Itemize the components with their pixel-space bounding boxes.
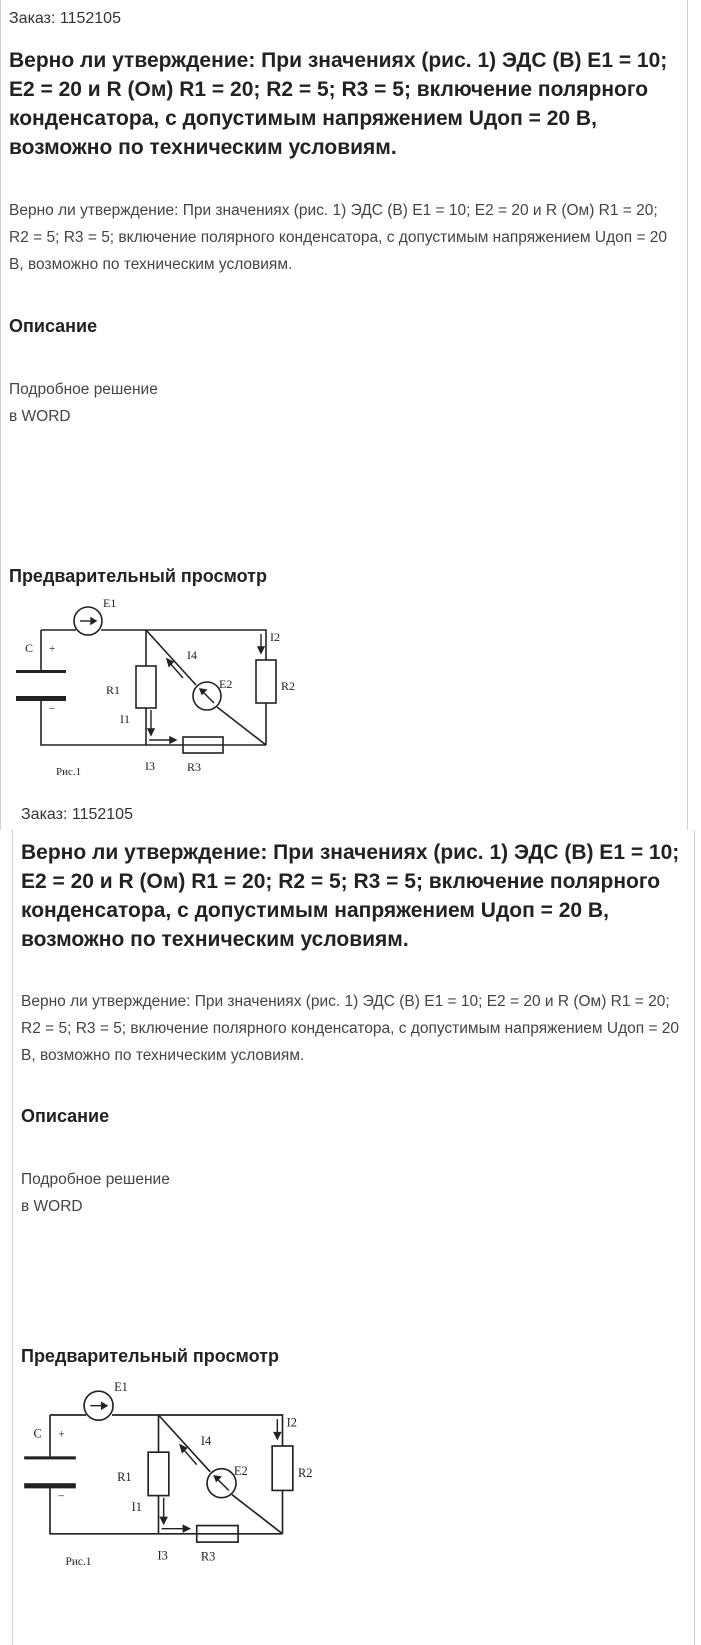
label-i1: I1 [131, 1500, 142, 1515]
i2-arrowhead-icon [258, 647, 264, 653]
details-line-2: в WORD [9, 408, 71, 425]
label-e2: E2 [219, 677, 233, 691]
capacitor-plate-bottom [24, 1483, 76, 1488]
details-line-1: Подробное решение [21, 1171, 170, 1188]
label-r2: R2 [281, 679, 296, 693]
label-i4: I4 [187, 648, 197, 662]
order-number: Заказ: 1152105 [21, 806, 133, 823]
label-e1: E1 [103, 596, 117, 610]
label-e1: E1 [114, 1380, 128, 1395]
wire-top-right [101, 630, 266, 660]
label-r2: R2 [298, 1466, 313, 1480]
figure-caption: Рис.1 [56, 766, 82, 778]
label-c: C [25, 641, 34, 655]
label-minus: – [58, 1489, 64, 1502]
details-line-2: в WORD [21, 1198, 83, 1215]
circuit-diagram [19, 1372, 329, 1582]
resistor-r2 [272, 1446, 293, 1490]
label-plus: + [58, 1428, 65, 1441]
label-r3: R3 [200, 1549, 216, 1564]
label-i3: I3 [157, 1548, 168, 1563]
capacitor-plate-bottom [16, 696, 66, 701]
label-plus: + [49, 643, 56, 655]
figure-caption: Рис.1 [65, 1555, 92, 1568]
page-title: Верно ли утверждение: При значениях (рис. 1) ЭДС (В) E1 = 10; E2 = 20 и R (Ом) R1 = 20; R2 = 5; R3 = 5; включение полярного конденсатора, с допустимым напряжением Uдоп = 20 В, возможно по техническим условиям. [21, 841, 680, 951]
page-title: Верно ли утверждение: При значениях (рис. 1) ЭДС (В) E1 = 10; E2 = 20 и R (Ом) R1 = 20; R2 = 5; R3 = 5; включение полярного конденсатора, с допустимым напряжением Uдоп = 20 В, возможно по техническим условиям. [9, 49, 668, 159]
details-text [21, 1166, 688, 1220]
section-heading-preview: Предварительный просмотр [9, 566, 267, 586]
product-description: Верно ли утверждение: При значениях (рис. 1) ЭДС (В) E1 = 10; E2 = 20 и R (Ом) R1 = 20; R2 = 5; R3 = 5; включение полярного конденсатора, с допустимым напряжением Uдоп = 20 В, возможно по техническим условиям. [9, 202, 668, 273]
label-minus: – [49, 702, 55, 714]
capacitor-plate-top [24, 1456, 76, 1459]
resistor-r2 [256, 660, 276, 703]
label-r3: R3 [187, 760, 202, 774]
i1-arrowhead-icon [148, 729, 154, 735]
resistor-r1 [148, 1452, 169, 1495]
product-card-2 [12, 806, 695, 1645]
label-i2: I2 [286, 1415, 297, 1430]
label-i2: I2 [270, 630, 280, 644]
label-i3: I3 [145, 759, 155, 773]
wire-diagonal-bottom [217, 707, 266, 745]
e1-arrowhead-icon [91, 618, 96, 624]
section-heading-description: Описание [21, 1106, 110, 1126]
section-heading-preview: Предварительный просмотр [21, 1346, 279, 1366]
capacitor-plate-top [16, 670, 66, 673]
label-c: C [33, 1426, 42, 1441]
order-number: Заказ: 1152105 [9, 10, 121, 27]
details-line-1: Подробное решение [9, 381, 158, 398]
wire-bottom [41, 700, 266, 745]
label-r1: R1 [117, 1470, 132, 1485]
section-heading-description: Описание [9, 316, 98, 336]
label-e2: E2 [233, 1463, 248, 1478]
label-r1: R1 [106, 683, 121, 697]
circuit-diagram [11, 590, 311, 790]
resistor-r1 [136, 666, 156, 708]
label-i4: I4 [200, 1433, 212, 1448]
product-description: Верно ли утверждение: При значениях (рис. 1) ЭДС (В) E1 = 10; E2 = 20 и R (Ом) R1 = 20; R2 = 5; R3 = 5; включение полярного конденсатора, с допустимым напряжением Uдоп = 20 В, возможно по техническим условиям. [21, 993, 680, 1064]
product-card-1 [0, 0, 688, 830]
i3-arrowhead-icon [170, 737, 176, 743]
details-text [9, 376, 681, 430]
label-i1: I1 [120, 712, 130, 726]
